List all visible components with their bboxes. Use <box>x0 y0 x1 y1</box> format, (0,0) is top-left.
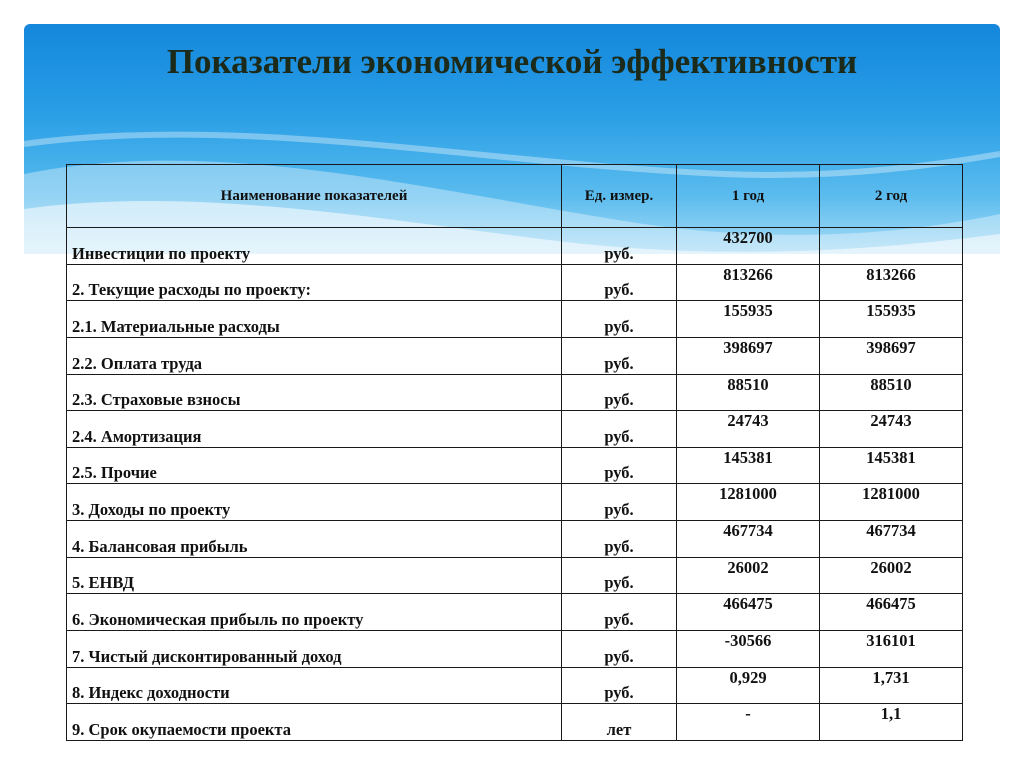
row-year-2-value: 24743 <box>820 411 963 448</box>
row-year-1-value: 398697 <box>677 337 820 374</box>
table-row <box>67 557 963 594</box>
row-name: 9. Срок окупаемости проекта <box>67 704 562 741</box>
row-unit: руб. <box>562 667 677 704</box>
table-row <box>67 484 963 521</box>
table-row <box>67 667 963 704</box>
row-year-2-value: 1,1 <box>820 704 963 741</box>
row-year-1-value: 466475 <box>677 594 820 631</box>
row-unit: руб. <box>562 521 677 558</box>
table-row <box>67 447 963 484</box>
row-name: 4. Балансовая прибыль <box>67 521 562 558</box>
row-unit: руб. <box>562 264 677 301</box>
row-year-1-value: 0,929 <box>677 667 820 704</box>
row-name: 2.2. Оплата труда <box>67 337 562 374</box>
row-year-1-value: -30566 <box>677 631 820 668</box>
table-row <box>67 228 963 265</box>
row-year-1-value: 467734 <box>677 521 820 558</box>
table-header-row <box>67 165 963 228</box>
row-unit: руб. <box>562 557 677 594</box>
header-unit: Ед. измер. <box>562 165 677 228</box>
table-row <box>67 337 963 374</box>
row-name: 2.4. Амортизация <box>67 411 562 448</box>
row-year-1-value: - <box>677 704 820 741</box>
table-row <box>67 631 963 668</box>
row-unit: руб. <box>562 484 677 521</box>
row-name: Инвестиции по проекту <box>67 228 562 265</box>
row-year-1-value: 24743 <box>677 411 820 448</box>
row-name: 2.5. Прочие <box>67 447 562 484</box>
row-year-1-value: 145381 <box>677 447 820 484</box>
table-row <box>67 521 963 558</box>
table-row <box>67 594 963 631</box>
row-unit: руб. <box>562 447 677 484</box>
row-name: 7. Чистый дисконтированный доход <box>67 631 562 668</box>
slide-title: Показатели экономической эффективности <box>166 42 858 81</box>
row-unit: руб. <box>562 374 677 411</box>
table-row <box>67 301 963 338</box>
row-unit: руб. <box>562 631 677 668</box>
row-year-2-value: 398697 <box>820 337 963 374</box>
row-year-1-value: 26002 <box>677 557 820 594</box>
economic-efficiency-table <box>66 164 963 741</box>
row-year-2-value: 813266 <box>820 264 963 301</box>
row-name: 5. ЕНВД <box>67 557 562 594</box>
row-unit: лет <box>562 704 677 741</box>
row-name: 2. Текущие расходы по проекту: <box>67 264 562 301</box>
header-year-2: 2 год <box>820 165 963 228</box>
row-year-1-value: 88510 <box>677 374 820 411</box>
row-name: 2.3. Страховые взносы <box>67 374 562 411</box>
row-unit: руб. <box>562 301 677 338</box>
row-year-2-value: 466475 <box>820 594 963 631</box>
row-unit: руб. <box>562 228 677 265</box>
row-year-2-value: 467734 <box>820 521 963 558</box>
row-year-2-value: 26002 <box>820 557 963 594</box>
row-year-2-value: 1281000 <box>820 484 963 521</box>
row-year-2-value <box>820 228 963 265</box>
table-row <box>67 264 963 301</box>
row-year-2-value: 88510 <box>820 374 963 411</box>
row-year-2-value: 155935 <box>820 301 963 338</box>
row-year-1-value: 1281000 <box>677 484 820 521</box>
header-year-1: 1 год <box>677 165 820 228</box>
row-unit: руб. <box>562 337 677 374</box>
row-year-2-value: 316101 <box>820 631 963 668</box>
row-name: 3. Доходы по проекту <box>67 484 562 521</box>
header-indicator-name: Наименование показателей <box>67 165 562 228</box>
row-year-2-value: 145381 <box>820 447 963 484</box>
table-row <box>67 411 963 448</box>
row-unit: руб. <box>562 411 677 448</box>
row-year-2-value: 1,731 <box>820 667 963 704</box>
row-unit: руб. <box>562 594 677 631</box>
table-row <box>67 704 963 741</box>
row-year-1-value: 432700 <box>677 228 820 265</box>
table-row <box>67 374 963 411</box>
row-name: 6. Экономическая прибыль по проекту <box>67 594 562 631</box>
row-year-1-value: 813266 <box>677 264 820 301</box>
row-name: 8. Индекс доходности <box>67 667 562 704</box>
row-name: 2.1. Материальные расходы <box>67 301 562 338</box>
row-year-1-value: 155935 <box>677 301 820 338</box>
